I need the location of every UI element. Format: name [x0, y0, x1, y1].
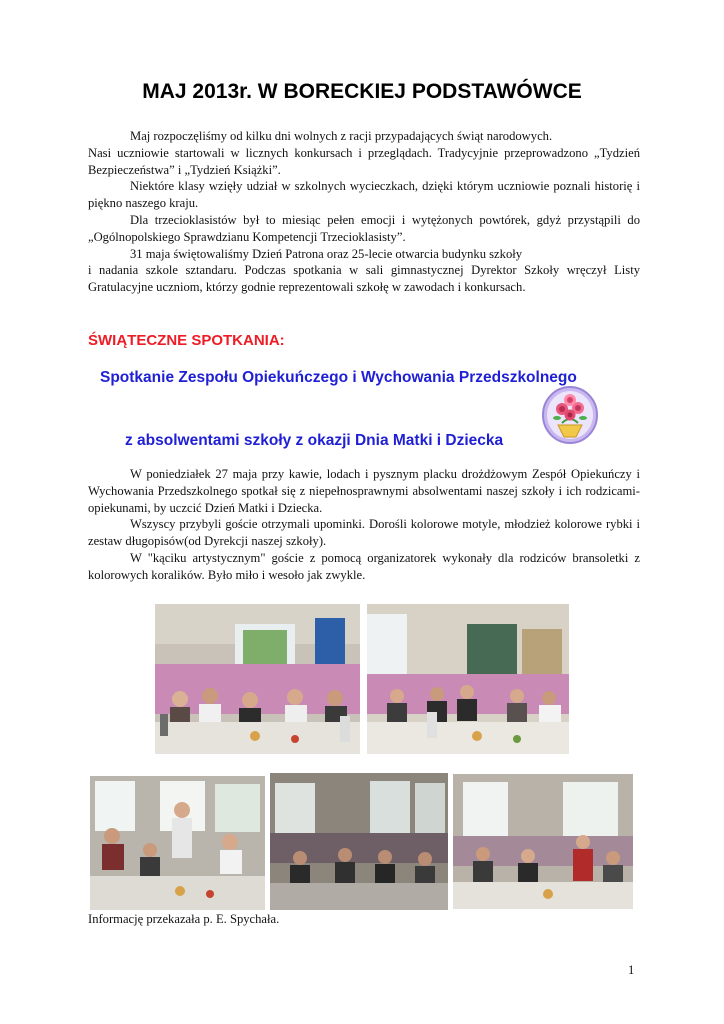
intro-paragraph: 31 maja świętowaliśmy Dzień Patrona oraz 25-lecie otwarcia budynku szkoły: [130, 246, 523, 261]
photo-classroom-meeting-1: [155, 604, 360, 754]
article-body: [88, 466, 640, 584]
photo-classroom-meeting-3: [90, 776, 265, 910]
photo-classroom-meeting-2: [367, 604, 569, 754]
intro-paragraph: Niektóre klasy wzięły udział w szkolnych wycieczkach, dzięki którym uczniowie poznali historię i piękno naszego kraju.: [88, 179, 640, 211]
section-heading: ŚWIĄTECZNE SPOTKANIA:: [88, 332, 285, 349]
body-paragraph: W poniedziałek 27 maja przy kawie, lodach i pysznym placku drożdżowym Zespół Opiekuńczy i Wychowania Przedszkolnego spotkał się z niepełnosprawnymi absolwentami naszej szkoły i ich rodzicami- opiekunami, by uczcić Dzień Matki i Dziecka.: [88, 467, 640, 515]
page-title: MAJ 2013r. W BORECKIEJ PODSTAWÓWCE: [142, 80, 582, 103]
intro-paragraph: Maj rozpoczęliśmy od kilku dni wolnych z racji przypadających świąt narodowych.: [130, 129, 553, 143]
intro-paragraph: Dla trzecioklasistów był to miesiąc pełen emocji i wytężonych powtórek, gdyż przystąpili do „Ogólnopolskiego Sprawdzianu Kompetencji Trzecioklasisty”.: [88, 212, 640, 244]
photo-classroom-meeting-5: [453, 774, 633, 909]
credit-line: Informację przekazała p. E. Spychała.: [88, 912, 280, 926]
intro-paragraph: Nasi uczniowie startowali w licznych konkursach i przeglądach. Tradycyjnie przeprowadzono „Tydzień Bezpieczeństwa” i „Tydzień Książki”.: [88, 145, 640, 177]
subheading-line-1: Spotkanie Zespołu Opiekuńczego i Wychowania Przedszkolnego: [100, 369, 577, 386]
intro-text: [88, 128, 640, 296]
body-paragraph: Wszyscy przybyli goście otrzymali upominki. Dorośli kolorowe motyle, młodzież kolorowe rybki i zestaw długopisów(od Dyrekcji naszej szkoły).: [88, 517, 640, 549]
page-number: 1: [628, 963, 635, 977]
body-paragraph: W "kąciku artystycznym" goście z pomocą organizatorek wykonały dla rodziców bransoletki z kolorowych koralików. Było miło i wesoło jak zwykle.: [88, 550, 640, 582]
flower-bouquet-icon: [540, 385, 600, 445]
photo-classroom-meeting-4: [270, 773, 448, 910]
intro-paragraph: i nadania szkole sztandaru. Podczas spotkania w sali gimnastycznej Dyrektor Szkoły wręczył Listy Gratulacyjne uczniom, którzy godnie reprezentowali szkołę w zawodach i konkursach.: [88, 263, 640, 295]
subheading-line-2: z absolwentami szkoły z okazji Dnia Matki i Dziecka: [125, 432, 504, 449]
